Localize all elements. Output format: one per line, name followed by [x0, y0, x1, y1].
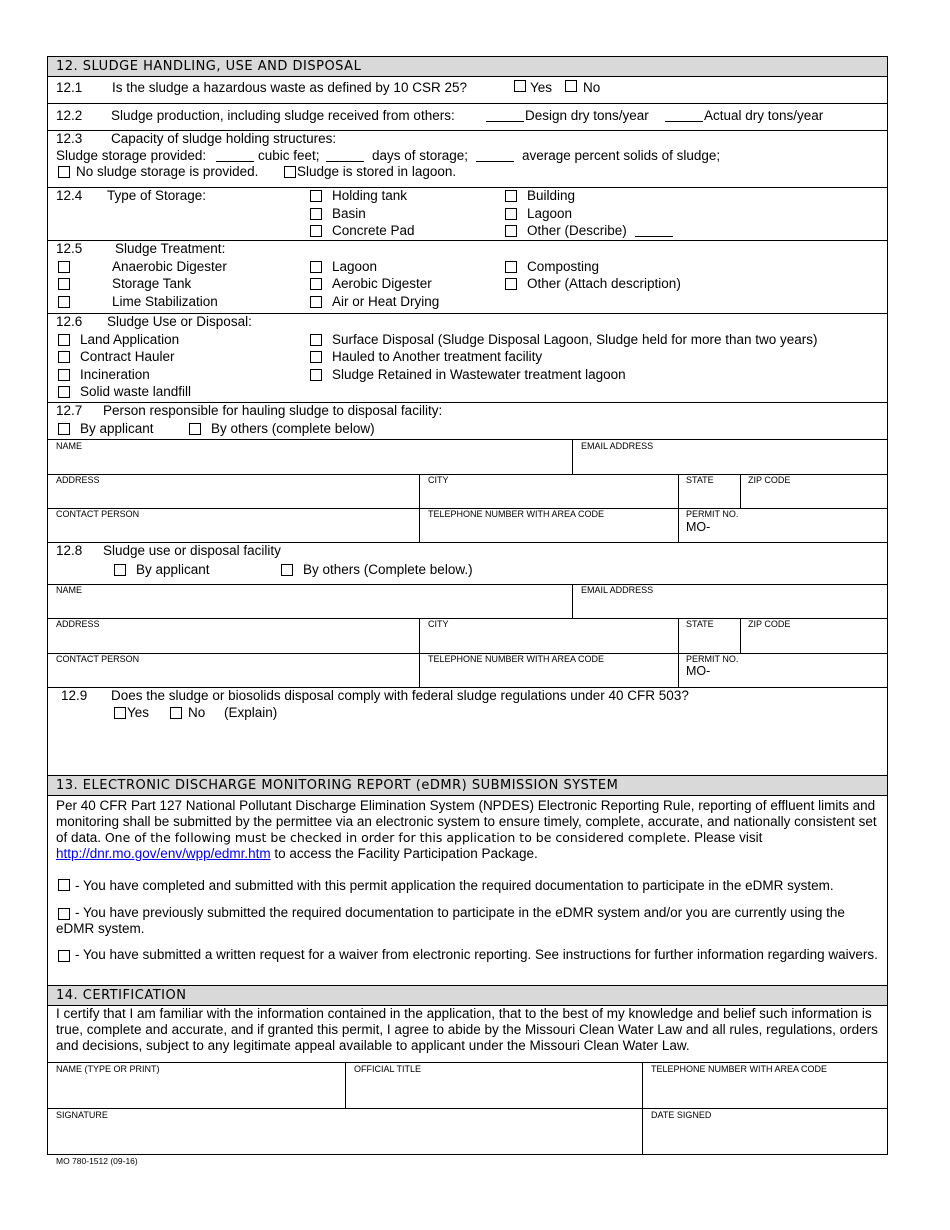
days-label: days of storage;: [372, 148, 469, 163]
q12-3-row: [47, 131, 888, 188]
hauler-zip-label: ZIP CODE: [748, 475, 791, 485]
certification-text-row: [47, 1006, 888, 1063]
certification-signature-row: [47, 1109, 888, 1155]
surface-disposal-label: Surface Disposal (Sludge Disposal Lagoon, Sludge held for more than two years): [332, 332, 818, 347]
other-treatment-label: Other (Attach description): [527, 276, 681, 291]
actual-tons-input[interactable]: [665, 109, 703, 122]
land-application-checkbox[interactable]: [58, 334, 70, 346]
q12-1-row: [47, 76, 888, 104]
cert-title-label: OFFICIAL TITLE: [354, 1064, 422, 1074]
q12-7-number: 12.7: [56, 403, 83, 418]
hauled-checkbox[interactable]: [310, 351, 322, 363]
hauler-email-label: EMAIL ADDRESS: [581, 441, 654, 451]
q12-3-question: Capacity of sludge holding structures:: [111, 131, 337, 146]
lagoon-storage-checkbox[interactable]: [284, 166, 296, 178]
basin-checkbox[interactable]: [310, 208, 322, 220]
lagoon-type-label: Lagoon: [527, 206, 573, 221]
treat-lagoon-checkbox[interactable]: [310, 261, 322, 273]
incineration-label: Incineration: [80, 367, 150, 382]
incineration-checkbox[interactable]: [58, 369, 70, 381]
q12-8-applicant-checkbox[interactable]: [114, 564, 126, 576]
q12-6-row: [47, 314, 888, 403]
solids-input[interactable]: [476, 149, 514, 162]
q12-9-yes-label: Yes: [127, 705, 150, 720]
q12-9-question: Does the sludge or biosolids disposal comply with federal sludge regulations under 40 CFR 503?: [111, 688, 689, 703]
q12-7-applicant-checkbox[interactable]: [58, 423, 70, 435]
facility-permit-label: PERMIT NO.: [686, 654, 739, 664]
q12-3-number: 12.3: [56, 131, 83, 146]
anaerobic-label: Anaerobic Digester: [112, 259, 227, 274]
q12-1-no-checkbox[interactable]: [565, 80, 577, 92]
treat-lagoon-label: Lagoon: [332, 259, 378, 274]
q12-2-row: [47, 104, 888, 131]
q12-5-number: 12.5: [56, 241, 83, 256]
q12-5-question: Sludge Treatment:: [115, 241, 226, 256]
edmr-option-1-label: - You have completed and submitted with this permit application the required documentation to participate in the eDMR system.: [75, 878, 834, 893]
form-number: MO 780-1512 (09-16): [56, 1156, 138, 1166]
days-input[interactable]: [326, 149, 364, 162]
cert-date-label: DATE SIGNED: [651, 1110, 712, 1120]
storage-tank-checkbox[interactable]: [58, 278, 70, 290]
edmr-visit-text: Please visit: [694, 830, 763, 845]
q12-7-applicant-label: By applicant: [80, 421, 154, 436]
q12-7-row: [47, 403, 888, 440]
edmr-option-2-label: - You have previously submitted the required documentation to participate in the eDMR system and/or you are currently using the eDMR system.: [56, 905, 845, 936]
section-13-body: [47, 796, 888, 986]
storage-provided-label: Sludge storage provided:: [56, 148, 207, 163]
hauler-city-label: CITY: [428, 475, 449, 485]
q12-8-number: 12.8: [56, 543, 83, 558]
q12-8-applicant-label: By applicant: [136, 562, 210, 577]
land-application-label: Land Application: [80, 332, 180, 347]
q12-6-question: Sludge Use or Disposal:: [107, 314, 252, 329]
facility-name-label: NAME: [56, 585, 83, 595]
section-14-header: 14. CERTIFICATION: [47, 986, 888, 1006]
other-storage-checkbox[interactable]: [505, 225, 517, 237]
edmr-intro-text: Per 40 CFR Part 127 National Pollutant Discharge Elimination System (NPDES) Electronic Reporting Rule, reporting of effluent limits and monitoring shall be submitted by the permittee via an electronic system to ensure timely, complete, accurate, and nationally consistent set of data.: [56, 798, 877, 845]
concrete-pad-checkbox[interactable]: [310, 225, 322, 237]
contract-hauler-label: Contract Hauler: [80, 349, 175, 364]
aerobic-checkbox[interactable]: [310, 278, 322, 290]
q12-8-question: Sludge use or disposal facility: [103, 543, 281, 558]
q12-4-number: 12.4: [56, 188, 83, 203]
hauler-permit-label: PERMIT NO.: [686, 509, 739, 519]
retained-label: Sludge Retained in Wastewater treatment lagoon: [332, 367, 626, 382]
q12-7-others-checkbox[interactable]: [189, 423, 201, 435]
q12-4-question: Type of Storage:: [107, 188, 207, 203]
q12-9-no-checkbox[interactable]: [170, 707, 182, 719]
edmr-option-3-label: - You have submitted a written request for a waiver from electronic reporting. See instructions for further information regarding waivers.: [75, 947, 878, 962]
hauled-label: Hauled to Another treatment facility: [332, 349, 543, 364]
heat-drying-label: Air or Heat Drying: [332, 294, 440, 309]
basin-label: Basin: [332, 206, 366, 221]
q12-1-yes-checkbox[interactable]: [514, 80, 526, 92]
facility-address-row: [47, 619, 888, 654]
certification-text: I certify that I am familiar with the information contained in the application, that to the best of my knowledge and belief such information is true, complete and accurate, and if granted this permit, I agree to abide by the Missouri Clean Water Law and all rules, regulations, orders and decisions, subject to any legitimate appeal available to applicant under the Missouri Clean Water Law.: [56, 1006, 878, 1053]
q12-2-number: 12.2: [56, 108, 83, 123]
edmr-required-note: One of the following must be checked in order for this application to be considered complete.: [104, 830, 691, 845]
q12-4-row: [47, 188, 888, 241]
other-treatment-checkbox[interactable]: [505, 278, 517, 290]
hauler-contact-label: CONTACT PERSON: [56, 509, 140, 519]
q12-1-question: Is the sludge a hazardous waste as defined by 10 CSR 25?: [112, 80, 467, 95]
facility-phone-label: TELEPHONE NUMBER WITH AREA CODE: [428, 654, 605, 664]
facility-permit-prefix: MO-: [686, 664, 711, 678]
hauler-contact-row: [47, 509, 888, 543]
retained-checkbox[interactable]: [310, 369, 322, 381]
concrete-pad-label: Concrete Pad: [332, 223, 415, 238]
cubic-feet-label: cubic feet;: [258, 148, 320, 163]
hauler-permit-prefix: MO-: [686, 520, 711, 534]
no-storage-checkbox[interactable]: [58, 166, 70, 178]
building-checkbox[interactable]: [505, 190, 517, 202]
lime-checkbox[interactable]: [58, 296, 70, 308]
solids-label: average percent solids of sludge;: [522, 148, 721, 163]
q12-1-number: 12.1: [56, 80, 83, 95]
q12-2-question: Sludge production, including sludge received from others:: [111, 108, 455, 123]
landfill-checkbox[interactable]: [58, 386, 70, 398]
lagoon-type-checkbox[interactable]: [505, 208, 517, 220]
landfill-label: Solid waste landfill: [80, 384, 192, 399]
holding-tank-label: Holding tank: [332, 188, 408, 203]
q12-8-others-checkbox[interactable]: [281, 564, 293, 576]
cert-phone-label: TELEPHONE NUMBER WITH AREA CODE: [651, 1064, 828, 1074]
storage-tank-label: Storage Tank: [112, 276, 192, 291]
edmr-option-1-checkbox[interactable]: [58, 879, 70, 891]
facility-contact-label: CONTACT PERSON: [56, 654, 140, 664]
composting-label: Composting: [527, 259, 600, 274]
facility-email-label: EMAIL ADDRESS: [581, 585, 654, 595]
cert-signature-label: SIGNATURE: [56, 1110, 108, 1120]
q12-1-no-label: No: [583, 80, 601, 95]
holding-tank-checkbox[interactable]: [310, 190, 322, 202]
cubic-feet-input[interactable]: [216, 149, 254, 162]
facility-contact-row: [47, 654, 888, 688]
design-tons-input[interactable]: [486, 109, 524, 122]
composting-checkbox[interactable]: [505, 261, 517, 273]
anaerobic-checkbox[interactable]: [58, 261, 70, 273]
q12-8-row: [47, 543, 888, 585]
edmr-link[interactable]: http://dnr.mo.gov/env/wpp/edmr.htm: [56, 846, 271, 861]
edmr-package-text: to access the Facility Participation Package.: [274, 846, 538, 861]
heat-drying-checkbox[interactable]: [310, 296, 322, 308]
q12-1-yes-label: Yes: [530, 80, 553, 95]
contract-hauler-checkbox[interactable]: [58, 351, 70, 363]
cert-name-label: NAME (TYPE OR PRINT): [56, 1064, 160, 1074]
facility-name-row: [47, 585, 888, 619]
certification-name-row: [47, 1063, 888, 1109]
other-storage-label: Other (Describe): [527, 223, 627, 238]
section-13-header: 13. ELECTRONIC DISCHARGE MONITORING REPORT (eDMR) SUBMISSION SYSTEM: [47, 776, 888, 796]
facility-zip-label: ZIP CODE: [748, 619, 791, 629]
lime-label: Lime Stabilization: [112, 294, 218, 309]
q12-9-explain-label: (Explain): [224, 705, 278, 720]
actual-label: Actual dry tons/year: [704, 108, 824, 123]
facility-state-label: STATE: [686, 619, 714, 629]
q12-9-row: [47, 688, 888, 776]
building-label: Building: [527, 188, 576, 203]
q12-6-number: 12.6: [56, 314, 83, 329]
no-storage-label: No sludge storage is provided.: [76, 164, 259, 179]
facility-address-label: ADDRESS: [56, 619, 100, 629]
q12-7-others-label: By others (complete below): [211, 421, 375, 436]
hauler-name-row: [47, 440, 888, 475]
facility-city-label: CITY: [428, 619, 449, 629]
q12-5-row: [47, 241, 888, 314]
hauler-state-label: STATE: [686, 475, 714, 485]
q12-9-no-label: No: [188, 705, 206, 720]
hauler-address-label: ADDRESS: [56, 475, 100, 485]
hauler-phone-label: TELEPHONE NUMBER WITH AREA CODE: [428, 509, 605, 519]
hauler-name-label: NAME: [56, 441, 83, 451]
aerobic-label: Aerobic Digester: [332, 276, 432, 291]
q12-8-others-label: By others (Complete below.): [303, 562, 473, 577]
q12-9-yes-checkbox[interactable]: [114, 707, 126, 719]
q12-7-question: Person responsible for hauling sludge to disposal facility:: [103, 403, 443, 418]
lagoon-storage-label: Sludge is stored in lagoon.: [297, 164, 457, 179]
q12-9-number: 12.9: [61, 688, 88, 703]
other-storage-input[interactable]: [635, 224, 673, 237]
section-12-header: 12. SLUDGE HANDLING, USE AND DISPOSAL: [47, 56, 888, 77]
hauler-address-row: [47, 475, 888, 509]
surface-disposal-checkbox[interactable]: [310, 334, 322, 346]
design-label: Design dry tons/year: [525, 108, 649, 123]
edmr-intro: [56, 798, 881, 862]
